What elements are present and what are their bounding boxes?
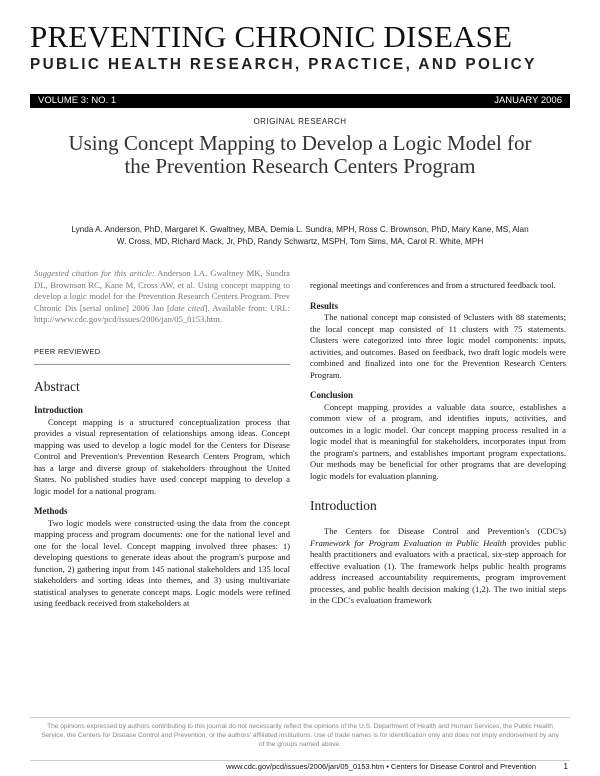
journal-masthead — [30, 20, 570, 74]
introduction-heading: Introduction — [310, 498, 377, 513]
left-column — [34, 268, 290, 610]
volume-label: VOLUME 3: NO. 1 — [38, 95, 117, 106]
journal-subtitle: PUBLIC HEALTH RESEARCH, PRACTICE, AND POLICY — [30, 56, 537, 73]
page-number: 1 — [563, 762, 568, 771]
footer-divider — [30, 717, 570, 718]
suggested-citation — [34, 268, 290, 326]
abstract-introduction-heading: Introduction — [34, 405, 83, 415]
abstract-results-text: The national concept map consisted of 9clusters with 88 statements; the local concept map consisted of 11 clusters with 75 statements. Clusters were categorized into three logic model components: inputs, activities, and outcomes. Based on feedback, two draft logic models were combined and finalized into one for the Prevention Research Centers Program. — [310, 312, 566, 380]
abstract-methods-continued: regional meetings and conferences and from a structured feedback tool. — [310, 280, 556, 290]
abstract-introduction-text: Concept mapping is a structured conceptualization process that provides a visual representation of relationships among ideas. Concept mapping was used to develop a logic model for the Centers for Disease Control and Prevention's Prevention Research Centers Program, which has a large and diverse group of stakeholders throughout the United States. No published studies have used concept mapping to develop a logic model for a national program. — [34, 416, 290, 496]
abstract-results-heading: Results — [310, 300, 339, 311]
intro-text-2: provides public health practitioners and evaluators with a practical, six-step approach for effective evaluation (1). The framework helps public health programs address increased accountability requirements, program improvement processes, and public health decision making (1,2). The two initial steps in the CDC's evaluation framework — [310, 537, 567, 605]
peer-reviewed-label: PEER REVIEWED — [34, 346, 101, 356]
author-list: Lynda A. Anderson, PhD, Margaret K. Gwaltney, MBA, Demia L. Sundra, MPH, Ross C. Brownson, PhD, Mary Kane, MS, Alan W. Cross, MD, Richard Mack, Jr, PhD, Randy Schwartz, MSPH, Tom Sims, MA, Carol R. White, MPH — [71, 225, 529, 246]
abstract-conclusion-heading: Conclusion — [310, 390, 354, 400]
journal-title: PREVENTING CHRONIC DISEASE — [30, 19, 513, 54]
issue-date: JANUARY 2006 — [494, 95, 562, 106]
footer-disclaimer: The opinions expressed by authors contributing to this journal do not necessarily reflect the opinions of the U.S. Department of Health and Human Services, the Public Health Service, the Centers for Disease Control and Prevention, or the authors' affiliated institutions. Use of trade names is for identification only and does not imply endorsement by any of the groups named above. — [41, 723, 559, 748]
divider — [34, 364, 290, 365]
abstract-conclusion-text: Concept mapping provides a valuable data source, establishes a common view of a program, and identifies inputs, activities, and outcomes in a logic model. Our concept mapping process resulted in a logic model that is meaningful for stakeholders, incorporates input from the program's partners, and establishes important program expectations. Our methods may be beneficial for other programs that are developing logic models for evaluation planning. — [310, 401, 566, 481]
citation-label: Suggested citation for this article: — [34, 268, 155, 278]
volume-bar — [30, 94, 570, 108]
citation-text-1: Anderson LA, Gwaltney MK, Sundra DL, Brownson RC, Kane M, Cross AW, et al. Using concept mapping to develop a logic model for the Prevention Research Centers Program. Prev Chronic Dis [serial online] 2006 Jan [ — [34, 268, 290, 313]
introduction-text — [310, 526, 566, 607]
footer-url: www.cdc.gov/pcd/issues/2006/jan/05_0153.htm • Centers for Disease Control and Prevention — [226, 762, 536, 771]
abstract-methods-heading: Methods — [34, 506, 68, 516]
footer-bottom-divider — [30, 760, 570, 761]
article-title: Using Concept Mapping to Develop a Logic Model for the Prevention Research Centers Program — [68, 131, 532, 178]
citation-date-cited: date cited — [169, 302, 205, 313]
abstract-methods-text: Two logic models were constructed using the data from the concept mapping process and program documents: one for the national level and one for the local level. Concept mapping involved three phases: 1) developing questions to generate ideas about the program's purpose and function, 2) gathering input from 145 national stakeholders and 135 local stakeholders and sorting ideas into themes, and 3) using multivariate statistical analyses to generate concept maps. Logic models were refined using feedback received from stakeholders at — [34, 517, 290, 608]
intro-text-1: The Centers for Disease Control and Prevention's (CDC's) — [324, 526, 566, 536]
abstract-heading: Abstract — [34, 379, 80, 394]
right-column — [310, 280, 566, 607]
citation-text-2: ]. Available from: URL: http://www.cdc.gov/pcd/issues/2006/jan/05_0153.htm. — [34, 302, 290, 324]
article-section: ORIGINAL RESEARCH — [253, 117, 347, 126]
framework-title: Framework for Program Evaluation in Public Health — [310, 537, 507, 548]
